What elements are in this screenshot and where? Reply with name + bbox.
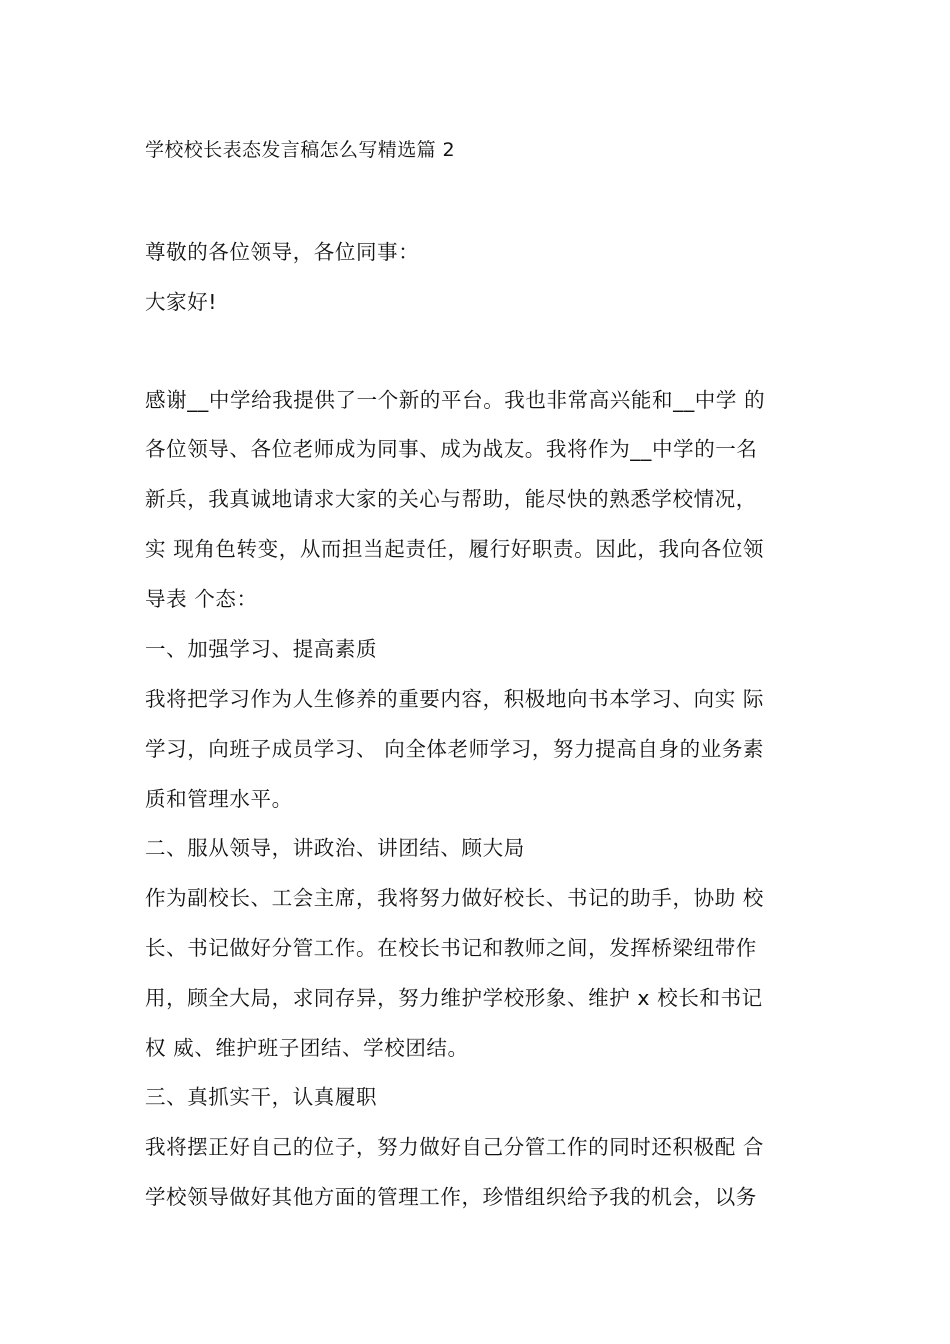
body-line: 质和管理水平。 <box>145 787 293 811</box>
body-line: 学校领导做好其他方面的管理工作，珍惜组织给予我的机会，以务 <box>145 1185 757 1209</box>
body-line: 长、书记做好分管工作。在校长书记和教师之间，发挥桥梁纽带作 <box>145 936 757 960</box>
salutation: 尊敬的各位领导，各位同事： <box>145 240 420 264</box>
body-line: 学习，向班子成员学习、 向全体老师学习，努力提高自身的业务素 <box>145 737 765 761</box>
body-line: 我将摆正好自己的位子，努力做好自己分管工作的同时还积极配 合 <box>145 1135 765 1159</box>
body-line: 作为副校长、工会主席，我将努力做好校长、书记的助手，协助 校 <box>145 886 765 910</box>
body-line: 用，顾全大局，求同存异，努力维护学校形象、维护 x 校长和书记 <box>145 986 763 1010</box>
body-line: 感谢__中学给我提供了一个新的平台。我也非常高兴能和__中学 的 <box>145 388 766 412</box>
body-line: 导表 个态： <box>145 587 258 611</box>
body-line: 权 威、维护班子团结、学校团结。 <box>145 1036 469 1060</box>
body-line: 实 现角色转变，从而担当起责任，履行好职责。因此，我向各位领 <box>145 537 765 561</box>
body-line: 各位领导、各位老师成为同事、成为战友。我将作为__中学的一名 <box>145 437 758 461</box>
body-line: 新兵，我真诚地请求大家的关心与帮助，能尽快的熟悉学校情况， <box>145 487 757 511</box>
section-heading: 一、加强学习、提高素质 <box>145 637 378 661</box>
body-line: 我将把学习作为人生修养的重要内容，积极地向书本学习、向实 际 <box>145 687 765 711</box>
greeting: 大家好! <box>145 290 218 314</box>
section-heading: 二、服从领导，讲政治、讲团结、顾大局 <box>145 836 525 860</box>
document-title: 学校校长表态发言稿怎么写精选篇 2 <box>145 139 455 161</box>
section-heading: 三、真抓实干，认真履职 <box>145 1085 378 1109</box>
